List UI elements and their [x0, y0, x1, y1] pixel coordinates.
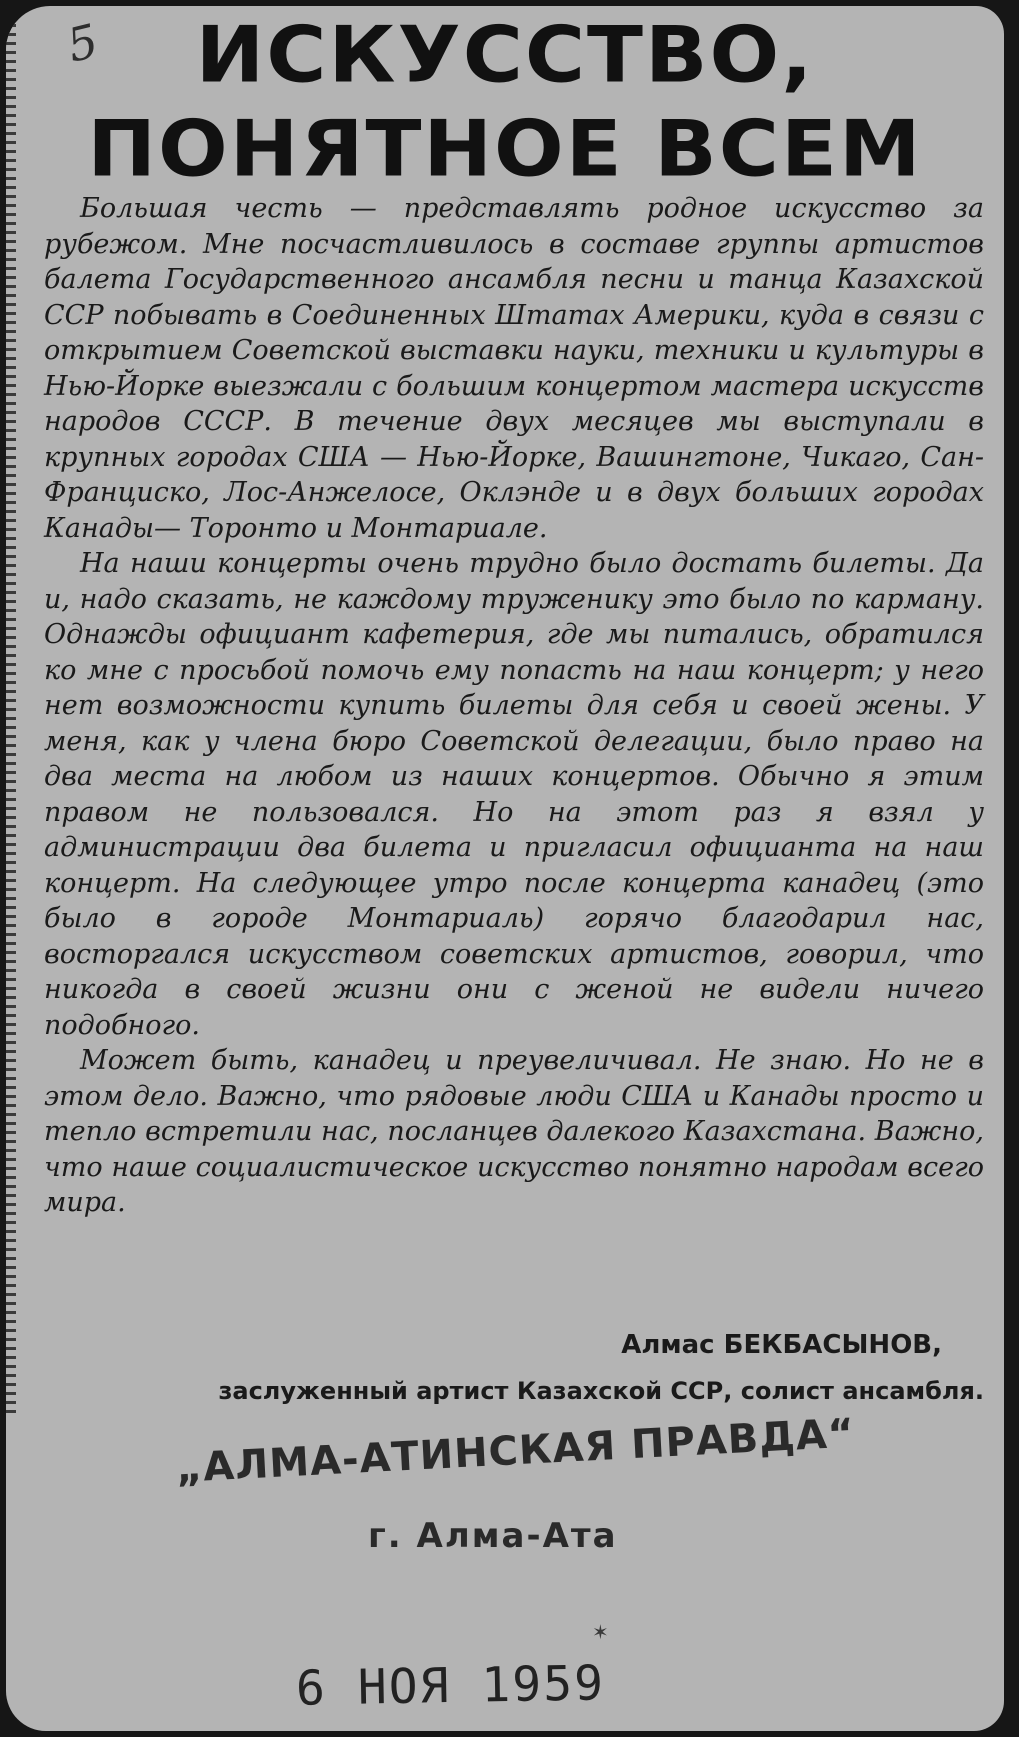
newspaper-city: г. Алма-Ата: [368, 1516, 618, 1556]
headline-line-1: ИСКУССТВО,: [195, 10, 815, 101]
article-paragraph: Большая честь — представлять родное искусство за рубежом. Мне посчастливилось в составе группы артистов балета Государственного ансамбля песни и танца Казахской ССР побывать в Соединенных Штатах Америки, куда в связи с открытием Советской выставки науки, техники и культуры в Нью-Йорке выезжали с большим концертом мастера искусств народов СССР. В течение двух месяцев мы выступали в крупных городах США — Нью-Йорке, Вашингтоне, Чикаго, Сан-Франциско, Лос-Анжелосе, Оклэнде и в двух больших городах Канады— Торонто и Монтариале.: [44, 193, 984, 544]
article-paragraph: Может быть, канадец и преувеличивал. Не знаю. Но не в этом дело. Важно, что рядовые люди США и Канады просто и тепло встретили нас, посланцев далекого Казахстана. Важно, что наше социалистическое искусство понятно народам всего мира.: [44, 1045, 984, 1218]
article-paragraph: На наши концерты очень трудно было достать билеты. Да и, надо сказать, не каждому труженику это было по карману. Однажды официант кафетерия, где мы питались, обратился ко мне с просьбой помочь ему попасть на наш концерт; у него нет возможности купить билеты для себя и своей жены. У меня, как у члена бюро Советской делегации, было право на два места на любом из наших концертов. Обычно я этим правом не пользовался. Но на этот раз я взял у администрации два билета и пригласил официанта на наш концерт. На следующее утро после концерта канадец (это было в городе Монтариаль) горячо благодарил нас, восторгался искусством советских артистов, говорил, что никогда в своей жизни они с женой не видели ничего подобного.: [44, 548, 984, 1041]
date-stamp: 6 НОЯ 1959: [295, 1655, 606, 1717]
ink-speck-icon: ✶: [592, 1620, 609, 1644]
newspaper-clipping: [6, 6, 1004, 1731]
newspaper-name: „АЛМА-АТИНСКАЯ ПРАВДА“: [174, 1410, 857, 1492]
author-title: заслуженный артист Казахской ССР, солист ансамбля.: [218, 1377, 984, 1405]
headline-line-2: ПОНЯТНОЕ ВСЕМ: [87, 104, 923, 195]
author-name: Алмас БЕКБАСЫНОВ,: [621, 1330, 942, 1360]
perforated-edge: [6, 6, 16, 1416]
article-body: [44, 191, 984, 1221]
handwritten-mark: 5: [61, 13, 104, 73]
